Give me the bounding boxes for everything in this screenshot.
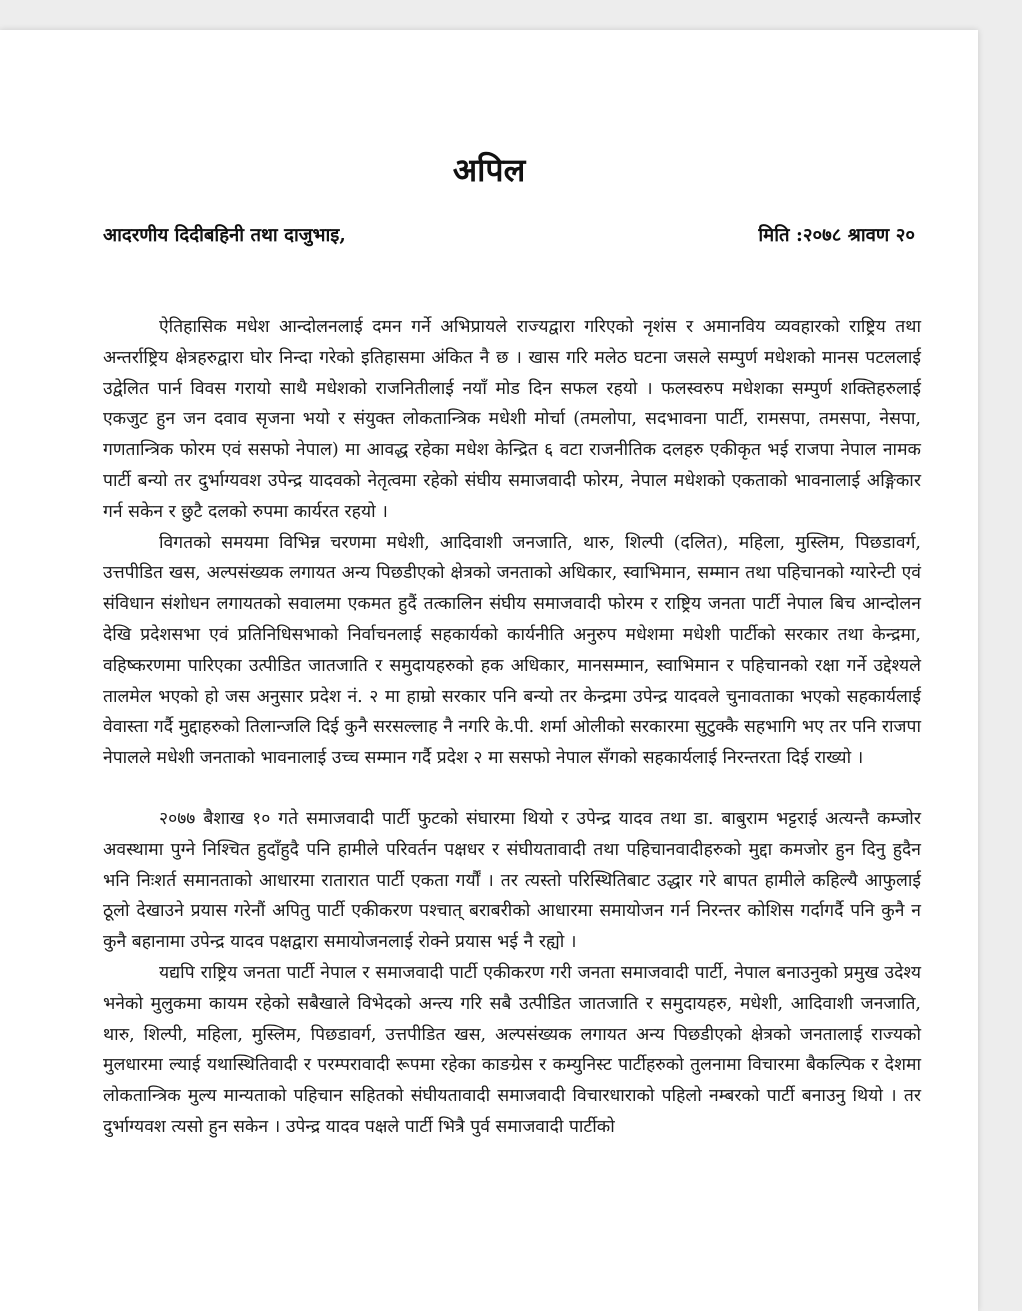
paragraph-2: विगतको समयमा विभिन्न चरणमा मधेशी, आदिवाशी जनजाति, थारु, शिल्पी (दलित), महिला, मुस्लिम, पिछडावर्ग, उत्तपीडित खस, अल्पसंख्यक लगायत अन्य पिछडीएको क्षेत्रको जनताको अधिकार, स्वाभिमान, सम्मान तथा पहिचानको ग्यारेन्टी एवं संविधान संशोधन लगायतको सवालमा एकमत हुदैं तत्कालिन संघीय समाजवादी फोरम र राष्ट्रिय जनता पार्टी नेपाल बिच आन्दोलन देखि प्रदेशसभा एवं प्रतिनिधिसभाको निर्वाचनलाई सहकार्यको कार्यनीति अनुरुप मधेशमा मधेशी पार्टीको सरकार तथा केन्द्रमा, वहिष्करणमा पारिएका उत्पीडित जातजाति र समुदायहरुको हक अधिकार, मानसम्मान, स्वाभिमान र पहिचानको रक्षा गर्ने उद्देश्यले तालमेल भएको हो जस अनुसार प्रदेश नं. २ मा हाम्रो सरकार पनि बन्यो तर केन्द्रमा उपेन्द्र यादवले चुनावताका भएको सहकार्यलाई वेवास्ता गर्दै मुद्दाहरुको तिलान्जलि दिई कुनै सरसल्लाह नै नगरि के.पी. शर्मा ओलीको सरकारमा सुटुक्कै सहभागि भए तर पनि राजपा नेपालले मधेशी जनताको भावनालाई उच्च सम्मान गर्दै प्रदेश २ मा ससफो नेपाल सँगको सहकार्यलाई निरन्तरता दिई राख्यो । [103,532,921,769]
salutation: आदरणीय दिदीबहिनी तथा दाजुभाइ, [103,225,346,246]
paragraph-4: यद्यपि राष्ट्रिय जनता पार्टी नेपाल र समाजवादी पार्टी एकीकरण गरी जनता समाजवादी पार्टी, नेपाल बनाउनुको प्रमुख उदेश्य भनेको मुलुकमा कायम रहेको सबैखाले विभेदको अन्त्य गरि सबै उत्पीडित जातजाति र समुदायहरु, मधेशी, आदिवाशी जनजाति, थारु, शिल्पी, महिला, मुस्लिम, पिछडावर्ग, उत्तपीडित खस, अल्पसंख्यक लगायत अन्य पिछडीएको क्षेत्रको जनतालाई राज्यको मुलधारमा ल्याई यथास्थितिवादी र परम्परावादी रूपमा रहेका काङग्रेस र कम्युनिस्ट पार्टीहरुको तुलनामा विचारमा बैकल्पिक र देशमा लोकतान्त्रिक मुल्य मान्यताको पहिचान सहितको संघीयतावादी समाजवादी विचारधाराको पहिलो नम्बरको पार्टी बनाउनु थियो । तर दुर्भाग्यवश त्यसो हुन सकेन । उपेन्द्र यादव पक्षले पार्टी भित्रै पुर्व समाजवादी पार्टीको [103,962,921,1137]
paragraph-1: ऐतिहासिक मधेश आन्दोलनलाई दमन गर्ने अभिप्रायले राज्यद्वारा गरिएको नृशंस र अमानविय व्यवहारको राष्ट्रिय तथा अन्तर्राष्ट्रिय क्षेत्रहरुद्वारा घोर निन्दा गरेको इतिहासमा अंकित नै छ । खास गरि मलेठ घटना जसले सम्पुर्ण मधेशको मानस पटललाई उद्वेलित पार्न विवस गरायो साथै मधेशको राजनितीलाई नयाँ मोड दिन सफल रहयो । फलस्वरुप मधेशका सम्पुर्ण शक्तिहरुलाई एकजुट हुन जन दवाव सृजना भयो र संयुक्त लोकतान्त्रिक मधेशी मोर्चा (तमलोपा, सदभावना पार्टी, रामसपा, तमसपा, नेसपा, गणतान्त्रिक फोरम एवं ससफो नेपाल) मा आवद्ध रहेका मधेश केन्द्रित ६ वटा राजनीतिक दलहरु एकीकृत भई राजपा नेपाल नामक पार्टी बन्यो तर दुर्भाग्यवश उपेन्द्र यादवको नेतृत्वमा रहेको संघीय समाजवादी फोरम, नेपाल मधेशको एकताको भावनालाई अङ्गिकार गर्न सकेन र छुटै दलको रुपमा कार्यरत रहयो । [103,317,921,522]
date-line: मिति :२०७८ श्रावण २० [758,225,915,246]
paragraph-gap [103,774,921,804]
paragraph-3: २०७७ बैशाख १० गते समाजवादी पार्टी फुटको संघारमा थियो र उपेन्द्र यादव तथा डा. बाबुराम भट्टराई अत्यन्तै कम्जोर अवस्थामा पुग्ने निश्चित हुदाँहुदै पनि हामीले परिवर्तन पक्षधर र संघीयतावादी तथा पहिचानवादीहरुको मुद्दा कमजोर हुन दिनु हुदैन भनि निःशर्त समानताको आधारमा रातारात पार्टी एकता गर्यौं । तर त्यस्तो परिस्थितिबाट उद्धार गरे बापत हामीले कहिल्यै आफुलाई ठूलो देखाउने प्रयास गरेनौं अपितु पार्टी एकीकरण पश्चात् बराबरीको आधारमा समायोजन गर्न निरन्तर कोशिस गर्दागर्दै पनि कुनै न कुनै बहानामा उपेन्द्र यादव पक्षद्वारा समायोजनलाई रोक्ने प्रयास भई नै रह्यो । [103,808,921,953]
document-page [0,30,978,1311]
header-row [103,222,915,247]
document-body [103,312,921,1143]
document-title: अपिल [452,151,526,189]
